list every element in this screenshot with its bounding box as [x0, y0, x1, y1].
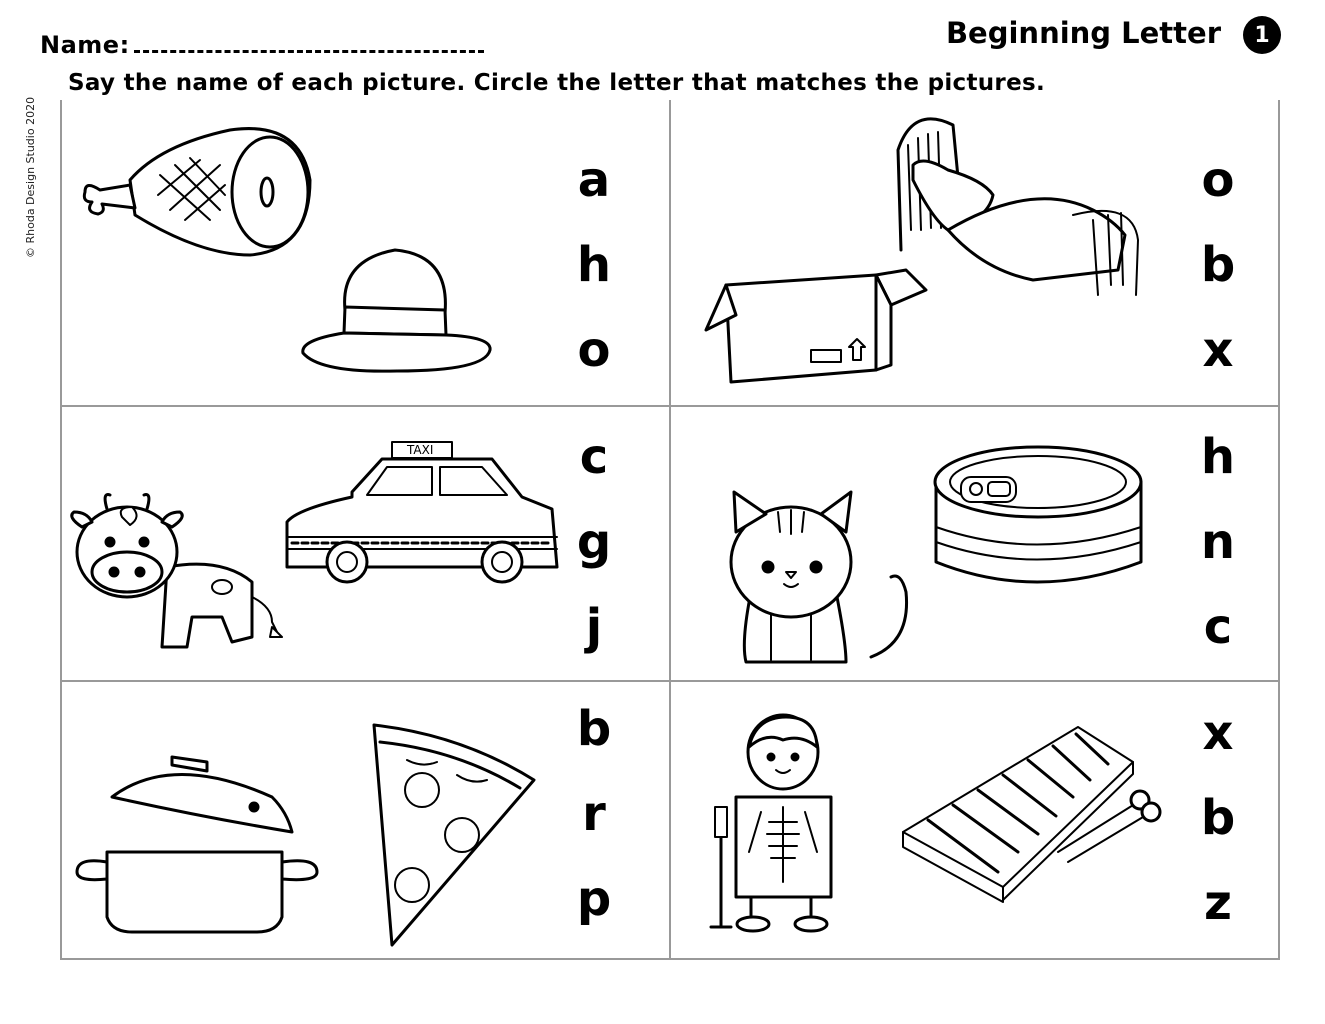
letter-choices	[1183, 414, 1253, 669]
letter-choice[interactable]: c	[579, 428, 609, 485]
box-icon	[701, 265, 931, 390]
letter-choice[interactable]: r	[582, 785, 606, 842]
letter-choice[interactable]: z	[1204, 874, 1232, 931]
letter-choices	[559, 137, 629, 392]
letter-choice[interactable]: o	[577, 321, 611, 378]
name-line	[40, 30, 484, 59]
pot-icon	[72, 757, 322, 937]
cell-1	[62, 100, 669, 405]
letter-choices	[559, 686, 629, 941]
letter-choice[interactable]: c	[1203, 598, 1233, 655]
ham-icon	[80, 120, 320, 260]
name-field[interactable]	[134, 30, 484, 53]
letter-choice[interactable]: x	[1202, 704, 1234, 761]
instructions: Say the name of each picture. Circle the letter that matches the pictures.	[68, 70, 1046, 96]
can-icon	[931, 442, 1146, 592]
letter-choices	[559, 414, 629, 669]
letter-choice[interactable]: h	[576, 236, 612, 293]
letter-choice[interactable]: j	[585, 598, 603, 655]
page-title: Beginning Letter	[945, 16, 1221, 50]
letter-choice[interactable]: b	[576, 700, 612, 757]
hat-icon	[300, 245, 495, 375]
letter-choice[interactable]: h	[1200, 428, 1236, 485]
taxi-sign-label: TAXI	[407, 443, 434, 457]
cell-4	[671, 407, 1278, 680]
worksheet-number-badge: 1	[1243, 16, 1281, 54]
cow-icon	[72, 487, 287, 662]
cat-icon	[716, 492, 916, 672]
letter-choice[interactable]: o	[1201, 151, 1235, 208]
x-ray-icon	[711, 712, 851, 937]
letter-choices	[1183, 690, 1253, 945]
xylophone-icon	[898, 722, 1163, 897]
letter-choice[interactable]: p	[576, 870, 612, 927]
letter-choice[interactable]: n	[1200, 513, 1236, 570]
copyright: © Rhoda Design Studio 2020	[24, 96, 37, 258]
letter-choice[interactable]: g	[576, 513, 612, 570]
cell-3	[62, 407, 669, 680]
cell-5	[62, 682, 669, 958]
taxi-icon	[282, 437, 564, 582]
letter-choice[interactable]: b	[1200, 236, 1236, 293]
letter-choice[interactable]: b	[1200, 789, 1236, 846]
letter-choice[interactable]: a	[577, 151, 611, 208]
letter-choices	[1183, 137, 1253, 392]
pizza-icon	[362, 720, 542, 950]
cell-6	[671, 682, 1278, 958]
picture-grid	[60, 100, 1280, 960]
cell-2	[671, 100, 1278, 405]
letter-choice[interactable]: x	[1202, 321, 1234, 378]
name-label: Name:	[40, 31, 130, 59]
